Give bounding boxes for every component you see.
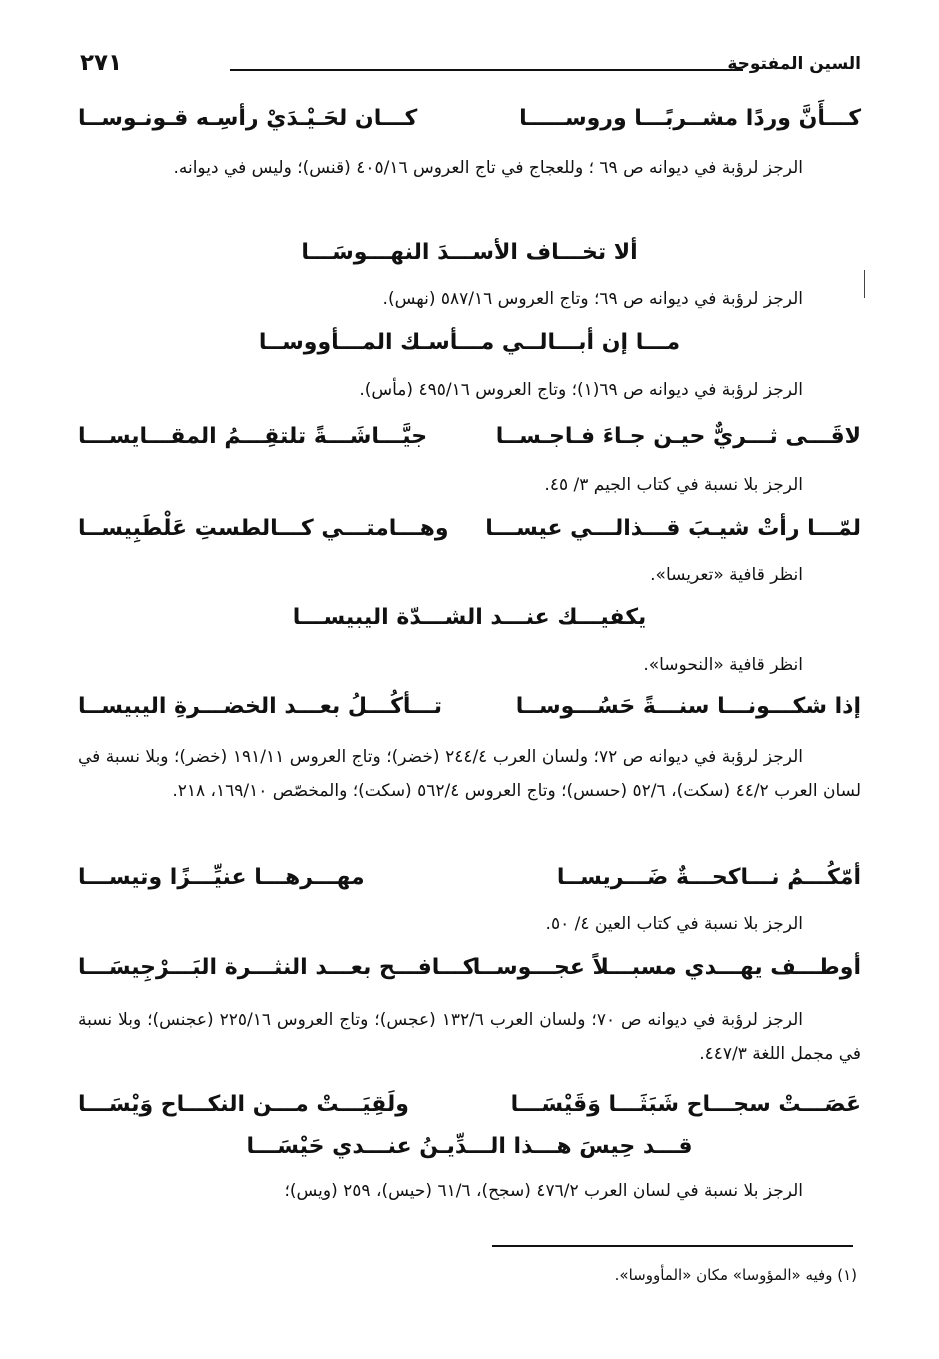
verse-line: قـــد حِيسَ هـــذا الـــدِّيـنُ عنـــدي حَيْسَـــا xyxy=(246,1134,693,1159)
margin-mark xyxy=(864,270,865,298)
verse-line xyxy=(78,424,861,464)
verse-hemistich-first: عَصَـــتْ سجـــاح شَبَثَـــا وَقَيْسَـــا xyxy=(510,1092,861,1117)
page-number: ٢٧١ xyxy=(80,50,123,76)
verse-hemistich-first: إذا شكـــونـــا سنـــةً حَسُـــوســا xyxy=(515,694,861,719)
verse-hemistich-second: كـــان لحَـيْـدَيْ رأسِـه قـونـوســا xyxy=(78,106,418,131)
verse-line xyxy=(78,106,861,146)
verse-hemistich-first: كـــأَنَّ وردًا مشــربًـــا وروســـــا xyxy=(519,106,861,131)
verse-line xyxy=(78,955,861,995)
commentary: الرجز لرؤبة في ديوانه ص ٦٩ ؛ وللعجاج في تاج العروس ٤٠٥/١٦ (قنس)؛ وليس في ديوانه. xyxy=(173,158,803,178)
commentary: انظر قافية «تعريسا». xyxy=(650,565,803,585)
verse-line xyxy=(78,1092,861,1132)
verse-hemistich-second: مهـــرهـــا عنيِّـــزًا وتيســـا xyxy=(78,865,365,890)
commentary: الرجز لرؤبة في ديوانه ص ٧٢؛ ولسان العرب ٢٤٤/٤ (خضر)؛ وتاج العروس ١٩١/١١ (خضر)؛ وبلا نسبة في لسان العرب ٤٤/٢ (سكت)، ٥٢/٦ (حسس)؛ وتاج العروس ٥٦٢/٤ (سكت)؛ والمخصّص ١٦٩/١٠، ٢١٨. xyxy=(78,747,861,801)
running-header xyxy=(80,50,861,84)
verse-line xyxy=(78,694,861,734)
verse-hemistich-first: لاقَـــى ثـــريٌّ حيـن جـاءَ فـاجـســا xyxy=(495,424,861,449)
verse-hemistich-second: جيَّـــاشَـــةً تلتقِـــمُ المقـــايســـا xyxy=(78,424,428,449)
verse-hemistich-second: ولَقِيَـــتْ مـــن النكـــاح وَيْسَـــا xyxy=(78,1092,409,1117)
section-title: السين المفتوحة xyxy=(727,54,861,74)
footnote-rule xyxy=(492,1245,853,1247)
verse-hemistich-second: كـــافـــح بعـــد النثـــرة البَـــرْجِيسَـــا xyxy=(78,955,476,980)
verse-line: ألا تخـــاف الأســـدَ النهـــوسَـــا xyxy=(301,240,638,265)
verse-hemistich-first: لمّـــا رأتْ شيـبَ قـــذالـــي عيســـا xyxy=(485,516,861,541)
commentary: الرجز بلا نسبة في كتاب الجيم ٣/ ٤٥. xyxy=(544,475,803,495)
verse-hemistich-first: أوطـــف يهـــدي مسبـــلاً عجـــوســا xyxy=(472,955,861,980)
commentary: الرجز بلا نسبة في كتاب العين ٤/ ٥٠. xyxy=(545,914,803,934)
verse-line xyxy=(78,865,861,905)
commentary: انظر قافية «النحوسا». xyxy=(643,655,803,675)
verse-line: يكفيـــك عنـــد الشـــدّة اليبيســـا xyxy=(292,605,647,630)
verse-hemistich-second: تـــأكُـــلُ بعـــد الخضـــرةِ اليبيســا xyxy=(78,694,442,719)
verse-line xyxy=(78,516,861,556)
verse-line: مـــا إن أبـــالــي مـــأسـك المـــأووســا xyxy=(258,330,681,355)
commentary: الرجز بلا نسبة في لسان العرب ٤٧٦/٢ (سجح)، ٦١/٦ (حيس)، ٢٥٩ (ويس)؛ xyxy=(284,1181,803,1201)
verse-hemistich-second: وهـــامتـــي كـــالطستِ عَلْطَبِيســا xyxy=(78,516,449,541)
header-rule xyxy=(230,69,743,71)
commentary: الرجز لرؤبة في ديوانه ص ٧٠؛ ولسان العرب ١٣٢/٦ (عجس)؛ وتاج العروس ٢٢٥/١٦ (عجنس)؛ وبلا نسبة في مجمل اللغة ٤٤٧/٣. xyxy=(78,1010,861,1064)
commentary: الرجز لرؤبة في ديوانه ص ٦٩(١)؛ وتاج العروس ٤٩٥/١٦ (مأس). xyxy=(359,380,803,400)
verse-hemistich-first: أمّكُـــمُ نـــاكحـــةٌ ضَـــريســا xyxy=(556,865,861,890)
footnote: (١) وفيه «المؤوسا» مكان «المأووسا». xyxy=(614,1266,857,1284)
commentary: الرجز لرؤبة في ديوانه ص ٦٩؛ وتاج العروس ٥٨٧/١٦ (نهس). xyxy=(382,289,803,309)
